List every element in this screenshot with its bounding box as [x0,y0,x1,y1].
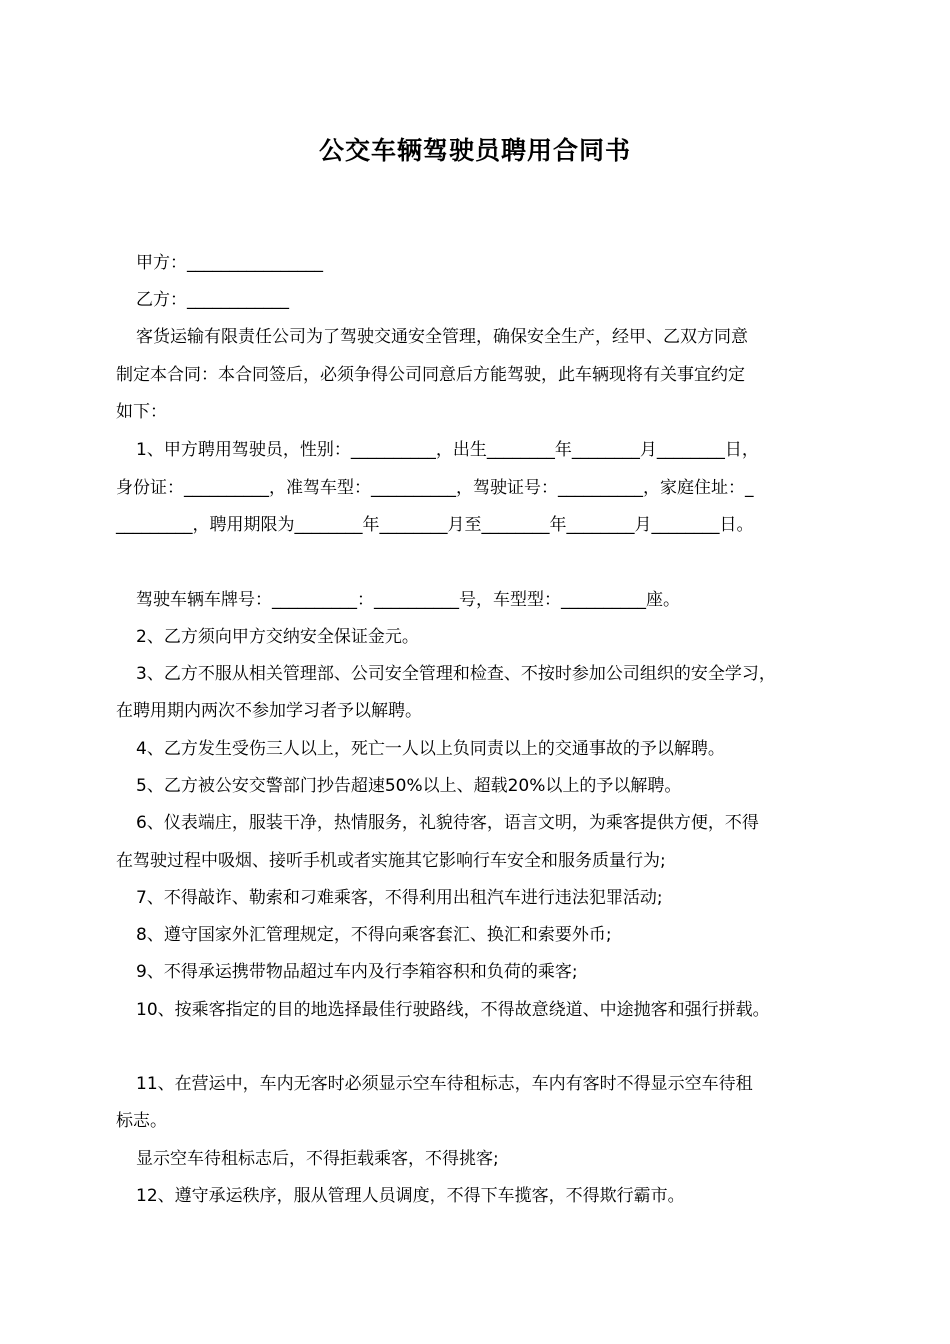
document-title: 公交车辆驾驶员聘用合同书 [318,136,631,165]
clause-10: 10、按乘客指定的目的地选择最佳行驶路线，不得故意绕道、中途抛客和强行拼载。 [136,1000,770,1020]
clause-3-line-2: 在聘用期内两次不参加学习者予以解聘。 [116,701,422,721]
clause-8: 8、遵守国家外汇管理规定，不得向乘客套汇、换汇和索要外币; [136,925,612,945]
clause-1-line-1: 1、甲方聘用驾驶员，性别：__________，出生________年________月________日， [136,440,759,460]
clause-1-line-2: 身份证：__________，准驾车型：__________，驾驶证号：__________，家庭住址：_ [116,478,754,498]
clause-7: 7、不得敲诈、勒索和刁难乘客，不得利用出租汽车进行违法犯罪活动; [136,888,663,908]
clause-11-line-3: 显示空车待租标志后，不得拒载乘客，不得挑客; [136,1149,499,1169]
preamble-line-2: 制定本合同：本合同签后，必须争得公司同意后方能驾驶，此车辆现将有关事宜约定 [116,365,745,385]
clause-9: 9、不得承运携带物品超过车内及行李箱容积和负荷的乘客; [136,962,578,982]
clause-2: 2、乙方须向甲方交纳安全保证金元。 [136,627,419,647]
preamble-line-3: 如下： [116,402,167,422]
clause-12: 12、遵守承运秩序，服从管理人员调度，不得下车揽客，不得欺行霸市。 [136,1186,685,1206]
clause-6-line-1: 6、仪表端庄，服装干净，热情服务，礼貌待客，语言文明，为乘客提供方便，不得 [136,813,759,833]
clause-1-line-3: _________，聘用期限为________年________月至________年________月________日。 [116,515,754,535]
preamble-line-1: 客货运输有限责任公司为了驾驶交通安全管理，确保安全生产，经甲、乙双方同意 [136,327,748,347]
clause-5: 5、乙方被公安交警部门抄告超速50%以上、超载20%以上的予以解聘。 [136,776,682,796]
clause-4: 4、乙方发生受伤三人以上，死亡一人以上负同责以上的交通事故的予以解聘。 [136,739,725,759]
party-b-line: 乙方：____________ [136,290,289,310]
clause-6-line-2: 在驾驶过程中吸烟、接听手机或者实施其它影响行车安全和服务质量行为; [116,851,666,871]
clause-3-line-1: 3、乙方不服从相关管理部、公司安全管理和检查、不按时参加公司组织的安全学习， [136,664,776,684]
party-a-line: 甲方：________________ [136,253,323,273]
clause-11-line-2: 标志。 [116,1111,167,1131]
clause-11-line-1: 11、在营运中，车内无客时必须显示空车待租标志，车内有客时不得显示空车待租 [136,1074,753,1094]
vehicle-plate-line: 驾驶车辆车牌号：__________：__________号，车型型：__________座。 [136,590,680,610]
